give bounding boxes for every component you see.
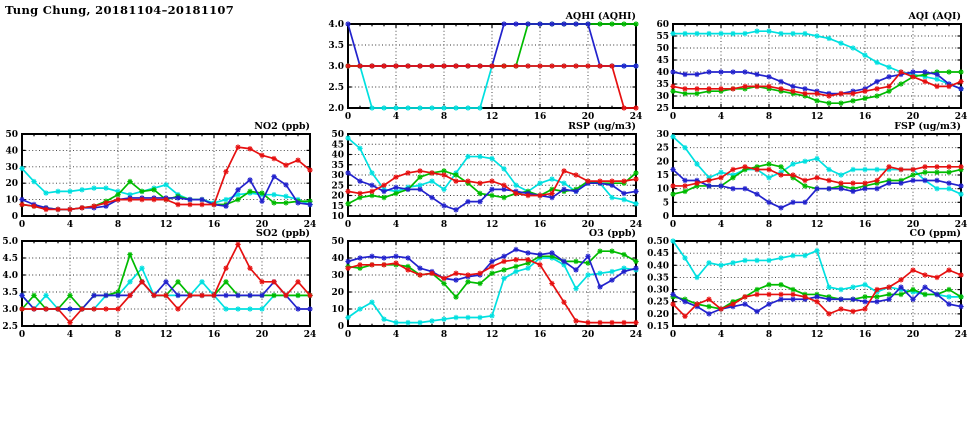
svg-text:20: 20 [906,330,920,340]
svg-text:0: 0 [669,112,677,122]
svg-text:20: 20 [255,330,269,340]
svg-text:16: 16 [858,330,872,340]
svg-text:4: 4 [392,220,400,230]
svg-text:0: 0 [18,220,26,230]
svg-text:8: 8 [440,330,448,340]
svg-text:16: 16 [533,220,547,230]
svg-text:4: 4 [392,330,400,340]
chart-canvas [647,10,967,122]
svg-text:55: 55 [656,32,669,42]
chart-co [647,227,967,340]
svg-text:0: 0 [344,330,352,340]
svg-text:4: 4 [66,220,74,230]
chart-aqi [647,10,967,122]
svg-text:24: 24 [954,330,967,340]
svg-text:0: 0 [669,330,677,340]
svg-text:16: 16 [207,330,221,340]
svg-text:4.5: 4.5 [2,254,18,264]
svg-text:10: 10 [5,195,18,206]
svg-text:5: 5 [662,198,669,209]
svg-text:3.5: 3.5 [2,288,18,298]
svg-text:0: 0 [344,112,352,122]
svg-text:30: 30 [656,130,669,140]
svg-text:20: 20 [581,330,595,340]
chart-title-aqi: AQI (AQI) [908,11,961,22]
svg-text:15: 15 [656,171,669,181]
svg-text:45: 45 [656,56,669,66]
svg-text:0.20: 0.20 [647,309,669,320]
svg-text:40: 40 [5,146,18,157]
chart-canvas [322,10,642,122]
chart-title-co: CO (ppm) [909,228,961,239]
svg-text:8: 8 [440,220,448,230]
svg-text:20: 20 [906,112,920,122]
svg-text:16: 16 [533,112,547,122]
svg-text:0.15: 0.15 [647,322,669,332]
svg-text:30: 30 [656,92,669,102]
svg-text:25: 25 [331,181,344,192]
svg-text:0.25: 0.25 [647,297,669,308]
chart-title-so2: SO2 (ppb) [256,228,310,239]
svg-text:0.40: 0.40 [647,261,669,272]
svg-text:20: 20 [906,220,920,230]
svg-text:20: 20 [5,179,18,190]
svg-text:16: 16 [207,220,221,230]
chart-canvas [0,120,316,230]
svg-text:4: 4 [717,112,725,122]
svg-text:12: 12 [810,330,824,340]
svg-text:50: 50 [5,130,18,140]
chart-canvas [322,227,642,340]
svg-text:24: 24 [303,220,316,230]
chart-title-aqhi: AQHI (AQHI) [565,11,636,22]
svg-text:0: 0 [662,212,669,222]
svg-text:0: 0 [11,212,18,222]
svg-text:0.45: 0.45 [647,249,669,260]
svg-text:20: 20 [331,288,344,298]
svg-text:45: 45 [331,140,344,151]
svg-text:16: 16 [533,330,547,340]
chart-title-fsp: FSP (ug/m3) [894,121,961,132]
chart-rsp [322,120,642,230]
svg-text:16: 16 [858,220,872,230]
svg-text:12: 12 [810,112,824,122]
chart-o3 [322,227,642,340]
svg-text:30: 30 [331,271,344,281]
svg-text:3.5: 3.5 [328,41,344,51]
chart-title-no2: NO2 (ppb) [254,121,310,132]
svg-text:24: 24 [629,112,642,122]
svg-text:24: 24 [303,330,316,340]
chart-fsp [647,120,967,230]
svg-text:24: 24 [629,330,642,340]
svg-text:20: 20 [656,157,669,168]
svg-text:12: 12 [159,330,173,340]
svg-text:24: 24 [629,220,642,230]
svg-text:2.5: 2.5 [2,322,18,332]
svg-text:10: 10 [331,212,344,222]
svg-text:20: 20 [581,112,595,122]
svg-text:4: 4 [717,220,725,230]
chart-aqhi [322,10,642,122]
chart-canvas [0,227,316,340]
svg-text:0: 0 [344,220,352,230]
svg-text:5.0: 5.0 [2,237,18,247]
svg-text:4.0: 4.0 [328,20,344,30]
svg-text:12: 12 [485,330,499,340]
svg-text:8: 8 [114,220,122,230]
chart-so2 [0,227,316,340]
svg-text:20: 20 [581,220,595,230]
svg-text:0: 0 [18,330,26,340]
svg-text:3.0: 3.0 [2,305,18,315]
svg-text:30: 30 [5,162,18,173]
chart-canvas [322,120,642,230]
chart-canvas [647,120,967,230]
chart-canvas [647,227,967,340]
svg-text:20: 20 [331,191,344,202]
svg-text:2.0: 2.0 [328,104,344,114]
svg-text:4: 4 [392,112,400,122]
svg-text:24: 24 [954,112,967,122]
svg-text:0: 0 [669,220,677,230]
svg-text:50: 50 [331,237,344,247]
svg-text:50: 50 [331,130,344,140]
svg-text:12: 12 [485,112,499,122]
svg-text:8: 8 [765,330,773,340]
svg-text:15: 15 [331,201,344,212]
chart-no2 [0,120,316,230]
svg-text:2.5: 2.5 [328,83,344,93]
svg-text:3.0: 3.0 [328,62,344,72]
svg-text:35: 35 [656,80,669,90]
svg-text:12: 12 [159,220,173,230]
svg-text:40: 40 [331,150,344,161]
svg-text:12: 12 [485,220,499,230]
svg-text:8: 8 [114,330,122,340]
svg-text:4: 4 [66,330,74,340]
svg-text:50: 50 [656,44,669,54]
svg-text:4.0: 4.0 [2,271,18,281]
chart-title-rsp: RSP (ug/m3) [568,121,636,132]
svg-text:25: 25 [656,143,669,154]
svg-text:60: 60 [656,20,669,30]
svg-text:20: 20 [255,220,269,230]
chart-title-o3: O3 (ppb) [588,228,636,239]
svg-text:0.35: 0.35 [647,273,669,284]
svg-text:40: 40 [656,68,669,78]
svg-text:24: 24 [954,220,967,230]
svg-text:12: 12 [810,220,824,230]
svg-text:8: 8 [440,112,448,122]
svg-text:0: 0 [337,322,344,332]
svg-text:0.30: 0.30 [647,285,669,296]
svg-text:8: 8 [765,112,773,122]
svg-text:40: 40 [331,254,344,264]
svg-text:10: 10 [331,305,344,315]
svg-text:25: 25 [656,104,669,114]
svg-text:30: 30 [331,171,344,181]
svg-text:10: 10 [656,184,669,195]
svg-text:16: 16 [858,112,872,122]
svg-text:4: 4 [717,330,725,340]
svg-text:35: 35 [331,160,344,171]
svg-text:8: 8 [765,220,773,230]
page-title: Tung Chung, 20181104–20181107 [5,3,235,17]
svg-text:0.50: 0.50 [647,237,669,247]
